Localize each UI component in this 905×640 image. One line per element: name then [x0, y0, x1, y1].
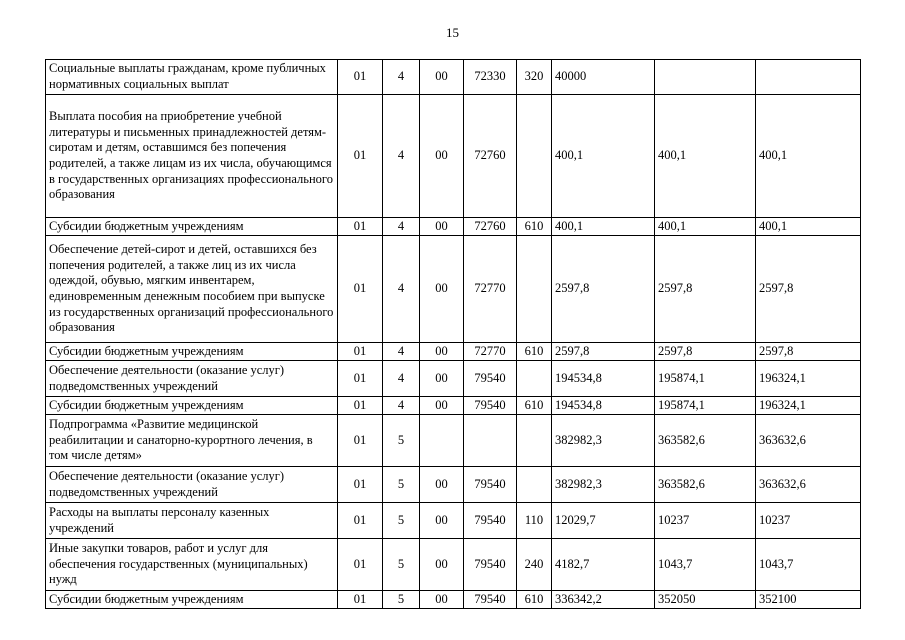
amount-year-3: 10237	[756, 503, 861, 539]
amount-year-1: 400,1	[552, 95, 655, 218]
table-row	[46, 503, 861, 539]
subprogram-code: 4	[383, 397, 420, 415]
subprogram-code: 5	[383, 591, 420, 609]
table-row	[46, 397, 861, 415]
direction-code: 72330	[464, 60, 517, 95]
amount-year-2: 363582,6	[655, 415, 756, 467]
section-code: 01	[338, 60, 383, 95]
row-name: Выплата пособия на приобретение учебной литературы и письменных принадлежностей детям-сиротам и детям, оставшимся без попечения родителей, а также лицам из их числа, обучающимся в государственных организациях профессионального образования	[46, 95, 338, 218]
amount-year-2: 352050	[655, 591, 756, 609]
expense-type-code	[517, 467, 552, 503]
section-code: 01	[338, 361, 383, 397]
amount-year-3: 363632,6	[756, 415, 861, 467]
row-name: Социальные выплаты гражданам, кроме публичных нормативных социальных выплат	[46, 60, 338, 95]
group-code: 00	[420, 60, 464, 95]
amount-year-3: 352100	[756, 591, 861, 609]
section-code: 01	[338, 415, 383, 467]
expense-type-code: 610	[517, 591, 552, 609]
amount-year-2: 195874,1	[655, 397, 756, 415]
section-code: 01	[338, 95, 383, 218]
section-code: 01	[338, 467, 383, 503]
amount-year-1: 2597,8	[552, 236, 655, 343]
subprogram-code: 5	[383, 539, 420, 591]
row-name: Иные закупки товаров, работ и услуг для обеспечения государственных (муниципальных) нужд	[46, 539, 338, 591]
amount-year-2: 400,1	[655, 95, 756, 218]
amount-year-1: 382982,3	[552, 467, 655, 503]
direction-code: 79540	[464, 467, 517, 503]
amount-year-3: 1043,7	[756, 539, 861, 591]
amount-year-2: 10237	[655, 503, 756, 539]
row-name: Обеспечение деятельности (оказание услуг) подведомственных учреждений	[46, 361, 338, 397]
section-code: 01	[338, 539, 383, 591]
direction-code: 79540	[464, 591, 517, 609]
amount-year-2: 400,1	[655, 218, 756, 236]
section-code: 01	[338, 591, 383, 609]
group-code: 00	[420, 343, 464, 361]
expense-type-code	[517, 236, 552, 343]
subprogram-code: 4	[383, 95, 420, 218]
section-code: 01	[338, 397, 383, 415]
table-row	[46, 361, 861, 397]
row-name: Субсидии бюджетным учреждениям	[46, 591, 338, 609]
section-code: 01	[338, 236, 383, 343]
direction-code: 72760	[464, 95, 517, 218]
amount-year-2: 363582,6	[655, 467, 756, 503]
amount-year-3	[756, 60, 861, 95]
amount-year-3: 2597,8	[756, 343, 861, 361]
amount-year-2: 195874,1	[655, 361, 756, 397]
subprogram-code: 4	[383, 361, 420, 397]
amount-year-1: 12029,7	[552, 503, 655, 539]
expense-type-code: 610	[517, 343, 552, 361]
group-code: 00	[420, 539, 464, 591]
direction-code: 79540	[464, 361, 517, 397]
amount-year-3: 2597,8	[756, 236, 861, 343]
group-code: 00	[420, 467, 464, 503]
amount-year-2: 1043,7	[655, 539, 756, 591]
amount-year-1: 2597,8	[552, 343, 655, 361]
group-code: 00	[420, 95, 464, 218]
direction-code: 79540	[464, 503, 517, 539]
section-code: 01	[338, 218, 383, 236]
direction-code: 79540	[464, 539, 517, 591]
amount-year-3: 363632,6	[756, 467, 861, 503]
subprogram-code: 4	[383, 218, 420, 236]
expense-type-code: 240	[517, 539, 552, 591]
row-name: Обеспечение детей-сирот и детей, оставшихся без попечения родителей, а также лиц из их числа одеждой, обувью, мягким инвентарем, единовременным денежным пособием при выпуске из государственных организаций профессионального образования	[46, 236, 338, 343]
amount-year-3: 196324,1	[756, 397, 861, 415]
amount-year-3: 400,1	[756, 218, 861, 236]
amount-year-1: 194534,8	[552, 361, 655, 397]
amount-year-1: 382982,3	[552, 415, 655, 467]
row-name: Субсидии бюджетным учреждениям	[46, 343, 338, 361]
amount-year-2: 2597,8	[655, 343, 756, 361]
amount-year-2: 2597,8	[655, 236, 756, 343]
table-row	[46, 343, 861, 361]
subprogram-code: 4	[383, 236, 420, 343]
subprogram-code: 4	[383, 60, 420, 95]
table-row	[46, 539, 861, 591]
expense-type-code: 110	[517, 503, 552, 539]
amount-year-1: 400,1	[552, 218, 655, 236]
amount-year-1: 336342,2	[552, 591, 655, 609]
subprogram-code: 5	[383, 415, 420, 467]
table-row	[46, 60, 861, 95]
direction-code: 72770	[464, 343, 517, 361]
subprogram-code: 4	[383, 343, 420, 361]
row-name: Подпрограмма «Развитие медицинской реабилитации и санаторно-курортного лечения, в том числе детям»	[46, 415, 338, 467]
direction-code: 72770	[464, 236, 517, 343]
amount-year-2	[655, 60, 756, 95]
group-code: 00	[420, 503, 464, 539]
subprogram-code: 5	[383, 503, 420, 539]
section-code: 01	[338, 503, 383, 539]
expense-type-code	[517, 415, 552, 467]
group-code: 00	[420, 361, 464, 397]
page-number: 15	[446, 25, 459, 40]
amount-year-1: 194534,8	[552, 397, 655, 415]
group-code: 00	[420, 236, 464, 343]
expense-type-code: 610	[517, 218, 552, 236]
table-row	[46, 218, 861, 236]
group-code: 00	[420, 591, 464, 609]
row-name: Субсидии бюджетным учреждениям	[46, 397, 338, 415]
row-name: Субсидии бюджетным учреждениям	[46, 218, 338, 236]
table-row	[46, 591, 861, 609]
expense-type-code: 610	[517, 397, 552, 415]
subprogram-code: 5	[383, 467, 420, 503]
amount-year-3: 400,1	[756, 95, 861, 218]
row-name: Обеспечение деятельности (оказание услуг) подведомственных учреждений	[46, 467, 338, 503]
direction-code: 72760	[464, 218, 517, 236]
direction-code: 79540	[464, 397, 517, 415]
amount-year-1: 4182,7	[552, 539, 655, 591]
direction-code	[464, 415, 517, 467]
budget-table	[45, 59, 861, 609]
expense-type-code	[517, 361, 552, 397]
table-row	[46, 95, 861, 218]
row-name: Расходы на выплаты персоналу казенных учреждений	[46, 503, 338, 539]
amount-year-1: 40000	[552, 60, 655, 95]
table-row	[46, 236, 861, 343]
group-code: 00	[420, 397, 464, 415]
expense-type-code	[517, 95, 552, 218]
group-code	[420, 415, 464, 467]
group-code: 00	[420, 218, 464, 236]
amount-year-3: 196324,1	[756, 361, 861, 397]
section-code: 01	[338, 343, 383, 361]
table-row	[46, 415, 861, 467]
expense-type-code: 320	[517, 60, 552, 95]
table-row	[46, 467, 861, 503]
